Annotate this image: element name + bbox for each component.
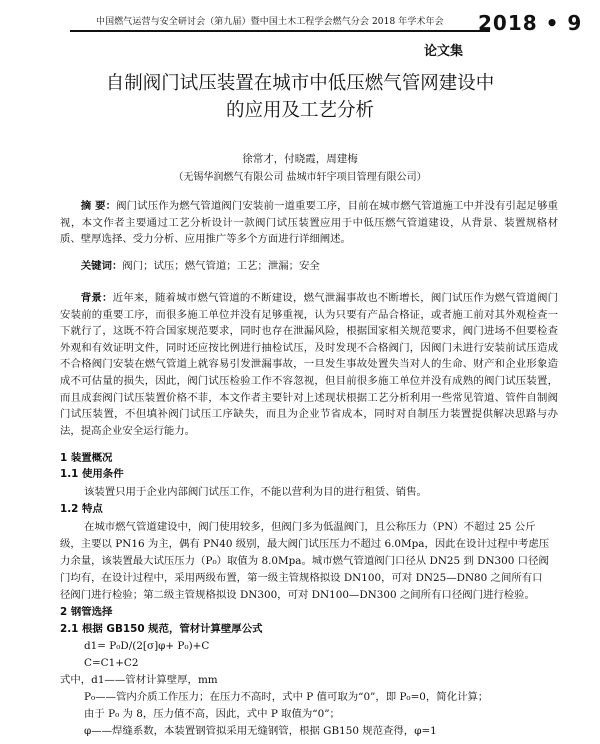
keywords-label: 关键词： — [80, 260, 123, 272]
section-1-1-text: 该装置只用于企业内部阀门试压工作，不能以营利为目的进行租赁、销售。 — [84, 486, 427, 498]
abstract-label: 摘 要： — [80, 200, 117, 212]
section-2-heading: 2 钢管选择 — [60, 606, 113, 618]
background — [60, 290, 558, 439]
formula-2: C=C1+C2 — [84, 657, 139, 669]
section-2-1-heading: 2.1 根据 GB150 规范，管材计算壁厚公式 — [60, 623, 263, 635]
title-line-1: 自制阀门试压装置在城市中低压燃气管网建设中 — [105, 73, 495, 94]
keywords-text: 阀门；试压；燃气管道；工艺；泄漏；安全 — [122, 260, 320, 272]
legend-p0-line-1: P₀——管内介质工作压力；在压力不高时，式中 P 值可取为“0”，即 P₀=0，简化计算； — [84, 691, 489, 703]
abstract — [60, 198, 558, 248]
legend-phi: φ——焊缝系数，本装置钢管拟采用无缝钢管，根据 GB150 规范查得，φ=1 — [84, 725, 437, 737]
authors: 徐常才，付晓霞，周建梅 — [242, 153, 358, 165]
background-label: 背景： — [80, 292, 113, 304]
title-line-2: 的应用及工艺分析 — [225, 100, 374, 121]
section-1-heading: 1 装置概况 — [60, 452, 113, 464]
section-1-2-line-3: 力余量，该装置最大试压压力（P₀）取值为 8.0Mpa。城市燃气管道阀门口径从 DN25 到 DN300 口径阀 — [60, 555, 549, 567]
section-1-2-line-4: 门均有，在设计过程中，采用两级布置，第一级主管规格拟设 DN100，可对 DN25—DN80 之间所有口 — [60, 572, 543, 584]
section-1-1-heading: 1.1 使用条件 — [60, 468, 124, 480]
header-rule — [70, 30, 490, 32]
formula-1: d1= P₀D/(2[σ]φ+ P₀)+C — [84, 640, 210, 652]
section-1-2-line-1: 在城市燃气管道建设中，阀门使用较多，但阀门多为低温阀门，且公称压力（PN）不超过 25 公斤 — [84, 521, 536, 533]
section-1-2-line-2: 级，主要以 PN16 为主，偶有 PN40 级别，最大阀门试压压力不超过 6.0Mpa，因此在设计过程中考虑压 — [60, 538, 550, 550]
header-conference: 中国燃气运营与安全研讨会（第九届）暨中国土木工程学会燃气分会 2018 年学术年会 — [96, 17, 444, 27]
affiliation: （无锡华润燃气有限公司 盐城市轩宇项目管理有限公司） — [173, 172, 427, 183]
section-1-2-heading: 1.2 特点 — [60, 503, 103, 515]
abstract-text: 阀门试压作为燃气管道阀门安装前一道重要工序，目前在城市燃气管道施工中并没有引起足够重视，本文作者主要通过工艺分析设计一款阀门试压装置应用于中低压燃气管道建设，从背景、装置规格材质、壁厚选择、受力分析、应用推广等多个方面进行详细阐述。 — [60, 200, 558, 245]
legend-p0-line-2: 由于 P₀ 为 8，压力值不高，因此，式中 P 取值为“0”； — [84, 708, 340, 720]
header-year: 2018 • 9 — [478, 11, 583, 35]
background-text: 近年来，随着城市燃气管道的不断建设，燃气泄漏事故也不断增长，阀门试压作为燃气管道阀门安装前的重要工序，而很多施工单位并没有足够重视，认为只要有产品合格证，或者施工前对其外观检查一下就行了，这既不符合国家规范要求，同时也存在泄漏风险，根据国家相关规范要求，阀门进场不但要检查外观和有效证明文件，同时还应按比例进行抽检试压，及时发现不合格阀门，因阀门未进行安装前试压造成不合格阀门安装在燃气管道上就容易引发泄漏事故，一旦发生事故处置失当对人的生命、财产和企业形象造成不可估量的损失，因此，阀门试压检验工作不容忽视，但目前很多施工单位并没有成熟的阀门试压装置，而且成套阀门试压装置价格不菲，本文作者主要针对上述现状根据工艺分析利用一些常见管道、管件自制阀门试压装置，不但填补阀门试压工序缺失，而且为企业节省成本，同时对自制压力装置提供解决思路与办法，提高企业安全运行能力。 — [60, 292, 558, 437]
header-collection: 论文集 — [424, 44, 464, 59]
legend-intro: 式中，d1——管材计算壁厚，mm — [60, 674, 218, 686]
section-1-2-line-5: 径阀门进行检验；第二级主管规格拟设 DN300，可对 DN100—DN300 之间所有口径阀门进行检验。 — [60, 589, 535, 601]
keywords — [60, 258, 558, 275]
paper-title — [40, 70, 560, 124]
